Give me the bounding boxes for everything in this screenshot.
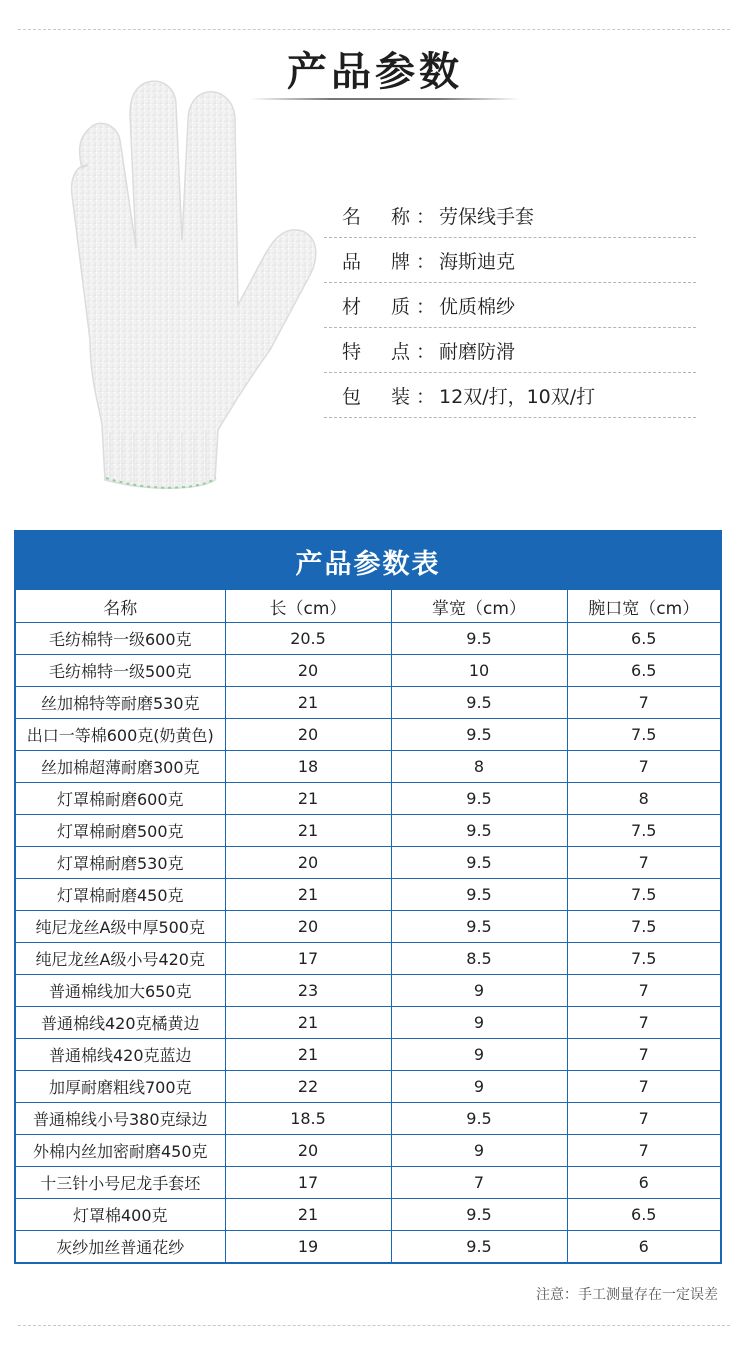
- table-cell: 丝加棉超薄耐磨300克: [16, 751, 225, 783]
- table-cell: 7.5: [567, 911, 720, 943]
- table-cell: 普通棉线420克橘黄边: [16, 1007, 225, 1039]
- spec-label: 材 质: [342, 295, 410, 318]
- table-row: [16, 1071, 720, 1103]
- table-cell: 21: [225, 1007, 391, 1039]
- table-cell: 21: [225, 1199, 391, 1231]
- table-row: [16, 815, 720, 847]
- table-cell: 纯尼龙丝A级中厚500克: [16, 911, 225, 943]
- table-cell: 灯罩棉耐磨450克: [16, 879, 225, 911]
- table-cell: 21: [225, 687, 391, 719]
- top-divider: [18, 29, 730, 30]
- table-cell: 7: [567, 1071, 720, 1103]
- table-row: [16, 623, 720, 655]
- table-row: [16, 783, 720, 815]
- table-cell: 毛纺棉特一级500克: [16, 655, 225, 687]
- table-row: [16, 975, 720, 1007]
- table-row: [16, 751, 720, 783]
- table-cell: 9: [391, 1135, 567, 1167]
- table-cell: 7.5: [567, 879, 720, 911]
- table-cell: 9.5: [391, 879, 567, 911]
- spec-row-name: 名 称 ： 劳保线手套: [324, 193, 696, 238]
- table-cell: 9: [391, 1039, 567, 1071]
- table-cell: 9.5: [391, 1103, 567, 1135]
- table-cell: 21: [225, 815, 391, 847]
- table-cell: 9.5: [391, 783, 567, 815]
- column-header: 腕口宽（cm）: [567, 590, 720, 623]
- table-cell: 7.5: [567, 719, 720, 751]
- table-cell: 20: [225, 719, 391, 751]
- parameter-table: [14, 530, 722, 1264]
- spec-value: 海斯迪克: [439, 250, 516, 273]
- table-row: [16, 1039, 720, 1071]
- table-row: [16, 1007, 720, 1039]
- table-cell: 7: [567, 1007, 720, 1039]
- parameter-grid: [16, 590, 720, 1262]
- table-cell: 加厚耐磨粗线700克: [16, 1071, 225, 1103]
- table-row: [16, 1199, 720, 1231]
- table-cell: 7: [567, 1103, 720, 1135]
- table-cell: 纯尼龙丝A级小号420克: [16, 943, 225, 975]
- table-row: [16, 687, 720, 719]
- table-cell: 9.5: [391, 815, 567, 847]
- table-cell: 8.5: [391, 943, 567, 975]
- table-cell: 18.5: [225, 1103, 391, 1135]
- table-cell: 19: [225, 1231, 391, 1263]
- table-row: [16, 1231, 720, 1263]
- column-header: 名称: [16, 590, 225, 623]
- table-cell: 8: [391, 751, 567, 783]
- table-cell: 9: [391, 1071, 567, 1103]
- table-cell: 7: [567, 1135, 720, 1167]
- glove-image: [30, 80, 330, 500]
- table-cell: 7: [567, 847, 720, 879]
- table-cell: 十三针小号尼龙手套坯: [16, 1167, 225, 1199]
- measurement-note: 注意：手工测量存在一定误差: [536, 1287, 718, 1303]
- table-cell: 灰纱加丝普通花纱: [16, 1231, 225, 1263]
- table-cell: 丝加棉特等耐磨530克: [16, 687, 225, 719]
- table-cell: 出口一等棉600克(奶黄色): [16, 719, 225, 751]
- table-cell: 9.5: [391, 911, 567, 943]
- table-row: [16, 1135, 720, 1167]
- table-cell: 20: [225, 1135, 391, 1167]
- table-row: [16, 719, 720, 751]
- column-header: 长（cm）: [225, 590, 391, 623]
- table-cell: 6: [567, 1231, 720, 1263]
- table-row: [16, 1167, 720, 1199]
- table-cell: 灯罩棉耐磨530克: [16, 847, 225, 879]
- table-cell: 灯罩棉耐磨500克: [16, 815, 225, 847]
- table-row: [16, 847, 720, 879]
- table-cell: 普通棉线加大650克: [16, 975, 225, 1007]
- table-row: [16, 911, 720, 943]
- table-body: [16, 623, 720, 1263]
- table-cell: 18: [225, 751, 391, 783]
- table-cell: 普通棉线420克蓝边: [16, 1039, 225, 1071]
- table-cell: 21: [225, 783, 391, 815]
- table-cell: 8: [567, 783, 720, 815]
- table-cell: 17: [225, 1167, 391, 1199]
- table-cell: 9.5: [391, 1231, 567, 1263]
- spec-value: 劳保线手套: [439, 205, 535, 228]
- spec-value: 耐磨防滑: [439, 340, 516, 363]
- table-row: [16, 1103, 720, 1135]
- spec-label: 包 装: [342, 385, 410, 408]
- spec-list: [324, 193, 696, 418]
- table-cell: 20.5: [225, 623, 391, 655]
- table-cell: 9.5: [391, 687, 567, 719]
- table-cell: 7: [567, 1039, 720, 1071]
- bottom-divider: [18, 1325, 730, 1326]
- table-header-row: [16, 590, 720, 623]
- table-title: 产品参数表: [16, 532, 720, 590]
- table-cell: 22: [225, 1071, 391, 1103]
- table-cell: 9.5: [391, 623, 567, 655]
- table-row: [16, 879, 720, 911]
- table-cell: 普通棉线小号380克绿边: [16, 1103, 225, 1135]
- table-cell: 9.5: [391, 719, 567, 751]
- table-cell: 23: [225, 975, 391, 1007]
- table-cell: 6.5: [567, 1199, 720, 1231]
- table-cell: 9.5: [391, 847, 567, 879]
- table-cell: 20: [225, 847, 391, 879]
- page-title: 产品参数: [287, 49, 463, 95]
- table-cell: 20: [225, 911, 391, 943]
- table-cell: 7: [391, 1167, 567, 1199]
- spec-label: 特 点: [342, 340, 410, 363]
- column-header: 掌宽（cm）: [391, 590, 567, 623]
- table-cell: 6: [567, 1167, 720, 1199]
- table-cell: 7.5: [567, 815, 720, 847]
- table-cell: 6.5: [567, 623, 720, 655]
- table-cell: 9: [391, 975, 567, 1007]
- table-cell: 20: [225, 655, 391, 687]
- spec-row-packaging: 包 装 ： 12双/打，10双/打: [324, 373, 696, 418]
- table-cell: 9.5: [391, 1199, 567, 1231]
- spec-row-brand: 品 牌 ： 海斯迪克: [324, 238, 696, 283]
- spec-label: 品 牌: [342, 250, 410, 273]
- table-cell: 灯罩棉耐磨600克: [16, 783, 225, 815]
- table-cell: 21: [225, 1039, 391, 1071]
- spec-row-feature: 特 点 ： 耐磨防滑: [324, 328, 696, 373]
- table-cell: 21: [225, 879, 391, 911]
- table-cell: 7: [567, 687, 720, 719]
- spec-value: 优质棉纱: [439, 295, 516, 318]
- table-cell: 10: [391, 655, 567, 687]
- spec-row-material: 材 质 ： 优质棉纱: [324, 283, 696, 328]
- table-cell: 7: [567, 751, 720, 783]
- table-cell: 9: [391, 1007, 567, 1039]
- table-cell: 6.5: [567, 655, 720, 687]
- table-row: [16, 655, 720, 687]
- table-cell: 7.5: [567, 943, 720, 975]
- table-cell: 毛纺棉特一级600克: [16, 623, 225, 655]
- table-row: [16, 943, 720, 975]
- spec-label: 名 称: [342, 205, 410, 228]
- spec-value: 12双/打，10双/打: [439, 385, 596, 408]
- table-cell: 灯罩棉400克: [16, 1199, 225, 1231]
- table-cell: 7: [567, 975, 720, 1007]
- table-cell: 外棉内丝加密耐磨450克: [16, 1135, 225, 1167]
- table-cell: 17: [225, 943, 391, 975]
